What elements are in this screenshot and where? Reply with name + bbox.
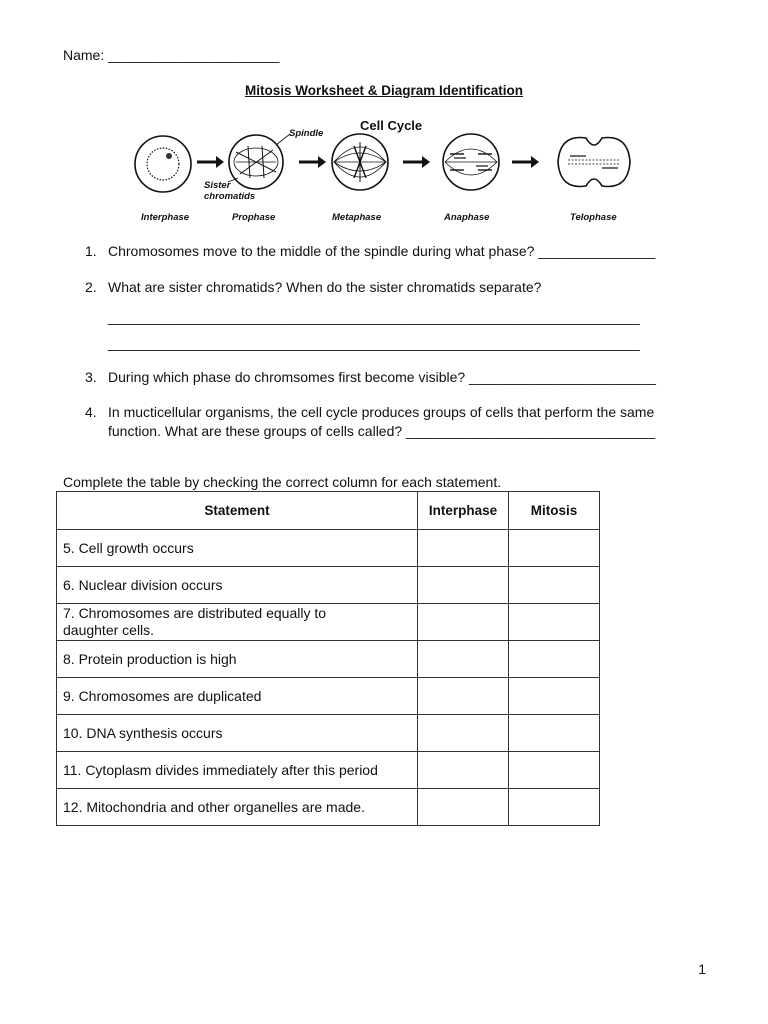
question-2: 2. What are sister chromatids? When do the sister chromatids separate? [85, 279, 542, 295]
page-number: 1 [698, 961, 706, 977]
interphase-check-cell[interactable] [418, 715, 509, 752]
arrow-icon [403, 156, 430, 168]
interphase-check-cell[interactable] [418, 530, 509, 567]
statement-cell: 7. Chromosomes are distributed equally to daughter cells. [57, 604, 418, 641]
column-header-statement: Statement [57, 492, 418, 530]
statement-cell: 5. Cell growth occurs [57, 530, 418, 567]
statement-cell: 8. Protein production is high [57, 641, 418, 678]
table-row [57, 604, 600, 641]
interphase-check-cell[interactable] [418, 752, 509, 789]
column-header-interphase: Interphase [418, 492, 509, 530]
mitosis-check-cell[interactable] [509, 604, 600, 641]
table-row [57, 567, 600, 604]
interphase-check-cell[interactable] [418, 604, 509, 641]
statement-cell: 6. Nuclear division occurs [57, 567, 418, 604]
phase-check-table [56, 491, 600, 826]
table-row [57, 789, 600, 826]
interphase-check-cell[interactable] [418, 789, 509, 826]
svg-text:chromatids: chromatids [204, 191, 256, 202]
mitosis-check-cell[interactable] [509, 641, 600, 678]
statement-cell: 9. Chromosomes are duplicated [57, 678, 418, 715]
table-row [57, 530, 600, 567]
arrow-icon [299, 156, 326, 168]
diagram-title: Cell Cycle [360, 118, 423, 133]
table-instruction: Complete the table by checking the correct column for each statement. [63, 474, 502, 490]
table-row [57, 641, 600, 678]
phase-label: Anaphase [444, 212, 490, 223]
mitosis-check-cell[interactable] [509, 752, 600, 789]
prophase-cell-icon [229, 135, 283, 189]
interphase-check-cell[interactable] [418, 641, 509, 678]
mitosis-check-cell[interactable] [509, 715, 600, 752]
mitosis-check-cell[interactable] [509, 567, 600, 604]
anaphase-cell-icon [443, 134, 499, 190]
phase-label: Telophase [570, 212, 617, 223]
column-header-mitosis: Mitosis [509, 492, 600, 530]
phase-label: Prophase [232, 212, 276, 223]
arrow-icon [512, 156, 539, 168]
interphase-check-cell[interactable] [418, 567, 509, 604]
mitosis-check-cell[interactable] [509, 678, 600, 715]
svg-text:Spindle: Spindle [289, 128, 324, 139]
metaphase-cell-icon [332, 134, 388, 190]
question-3: 3. During which phase do chromsomes first become visible? ________________________ [85, 369, 656, 385]
telophase-cell-icon [558, 138, 630, 187]
statement-cell: 12. Mitochondria and other organelles are made. [57, 789, 418, 826]
phase-label: Metaphase [332, 212, 382, 223]
table-row [57, 752, 600, 789]
question-1: 1. Chromosomes move to the middle of the spindle during what phase? _______________ [85, 243, 656, 259]
phase-label: Interphase [141, 212, 190, 223]
cell-cycle-diagram [128, 112, 638, 230]
arrow-icon [197, 156, 224, 168]
mitosis-check-cell[interactable] [509, 789, 600, 826]
mitosis-check-cell[interactable] [509, 530, 600, 567]
page-title: Mitosis Worksheet & Diagram Identification [244, 83, 524, 98]
interphase-check-cell[interactable] [418, 678, 509, 715]
statement-cell: 11. Cytoplasm divides immediately after this period [57, 752, 418, 789]
answer-line[interactable]: _______________________________________________________________________ [108, 335, 640, 351]
table-row [57, 715, 600, 752]
answer-line[interactable]: _______________________________________________________________________ [108, 309, 640, 325]
interphase-cell-icon [135, 136, 191, 192]
name-field-label: Name: ______________________ [63, 47, 280, 63]
question-4: 4. In mucticellular organisms, the cell cycle produces groups of cells that perform the same function. What are these groups of cells called? ________________________________ [85, 404, 656, 439]
svg-text:Sister: Sister [204, 180, 231, 191]
statement-cell: 10. DNA synthesis occurs [57, 715, 418, 752]
table-row [57, 678, 600, 715]
